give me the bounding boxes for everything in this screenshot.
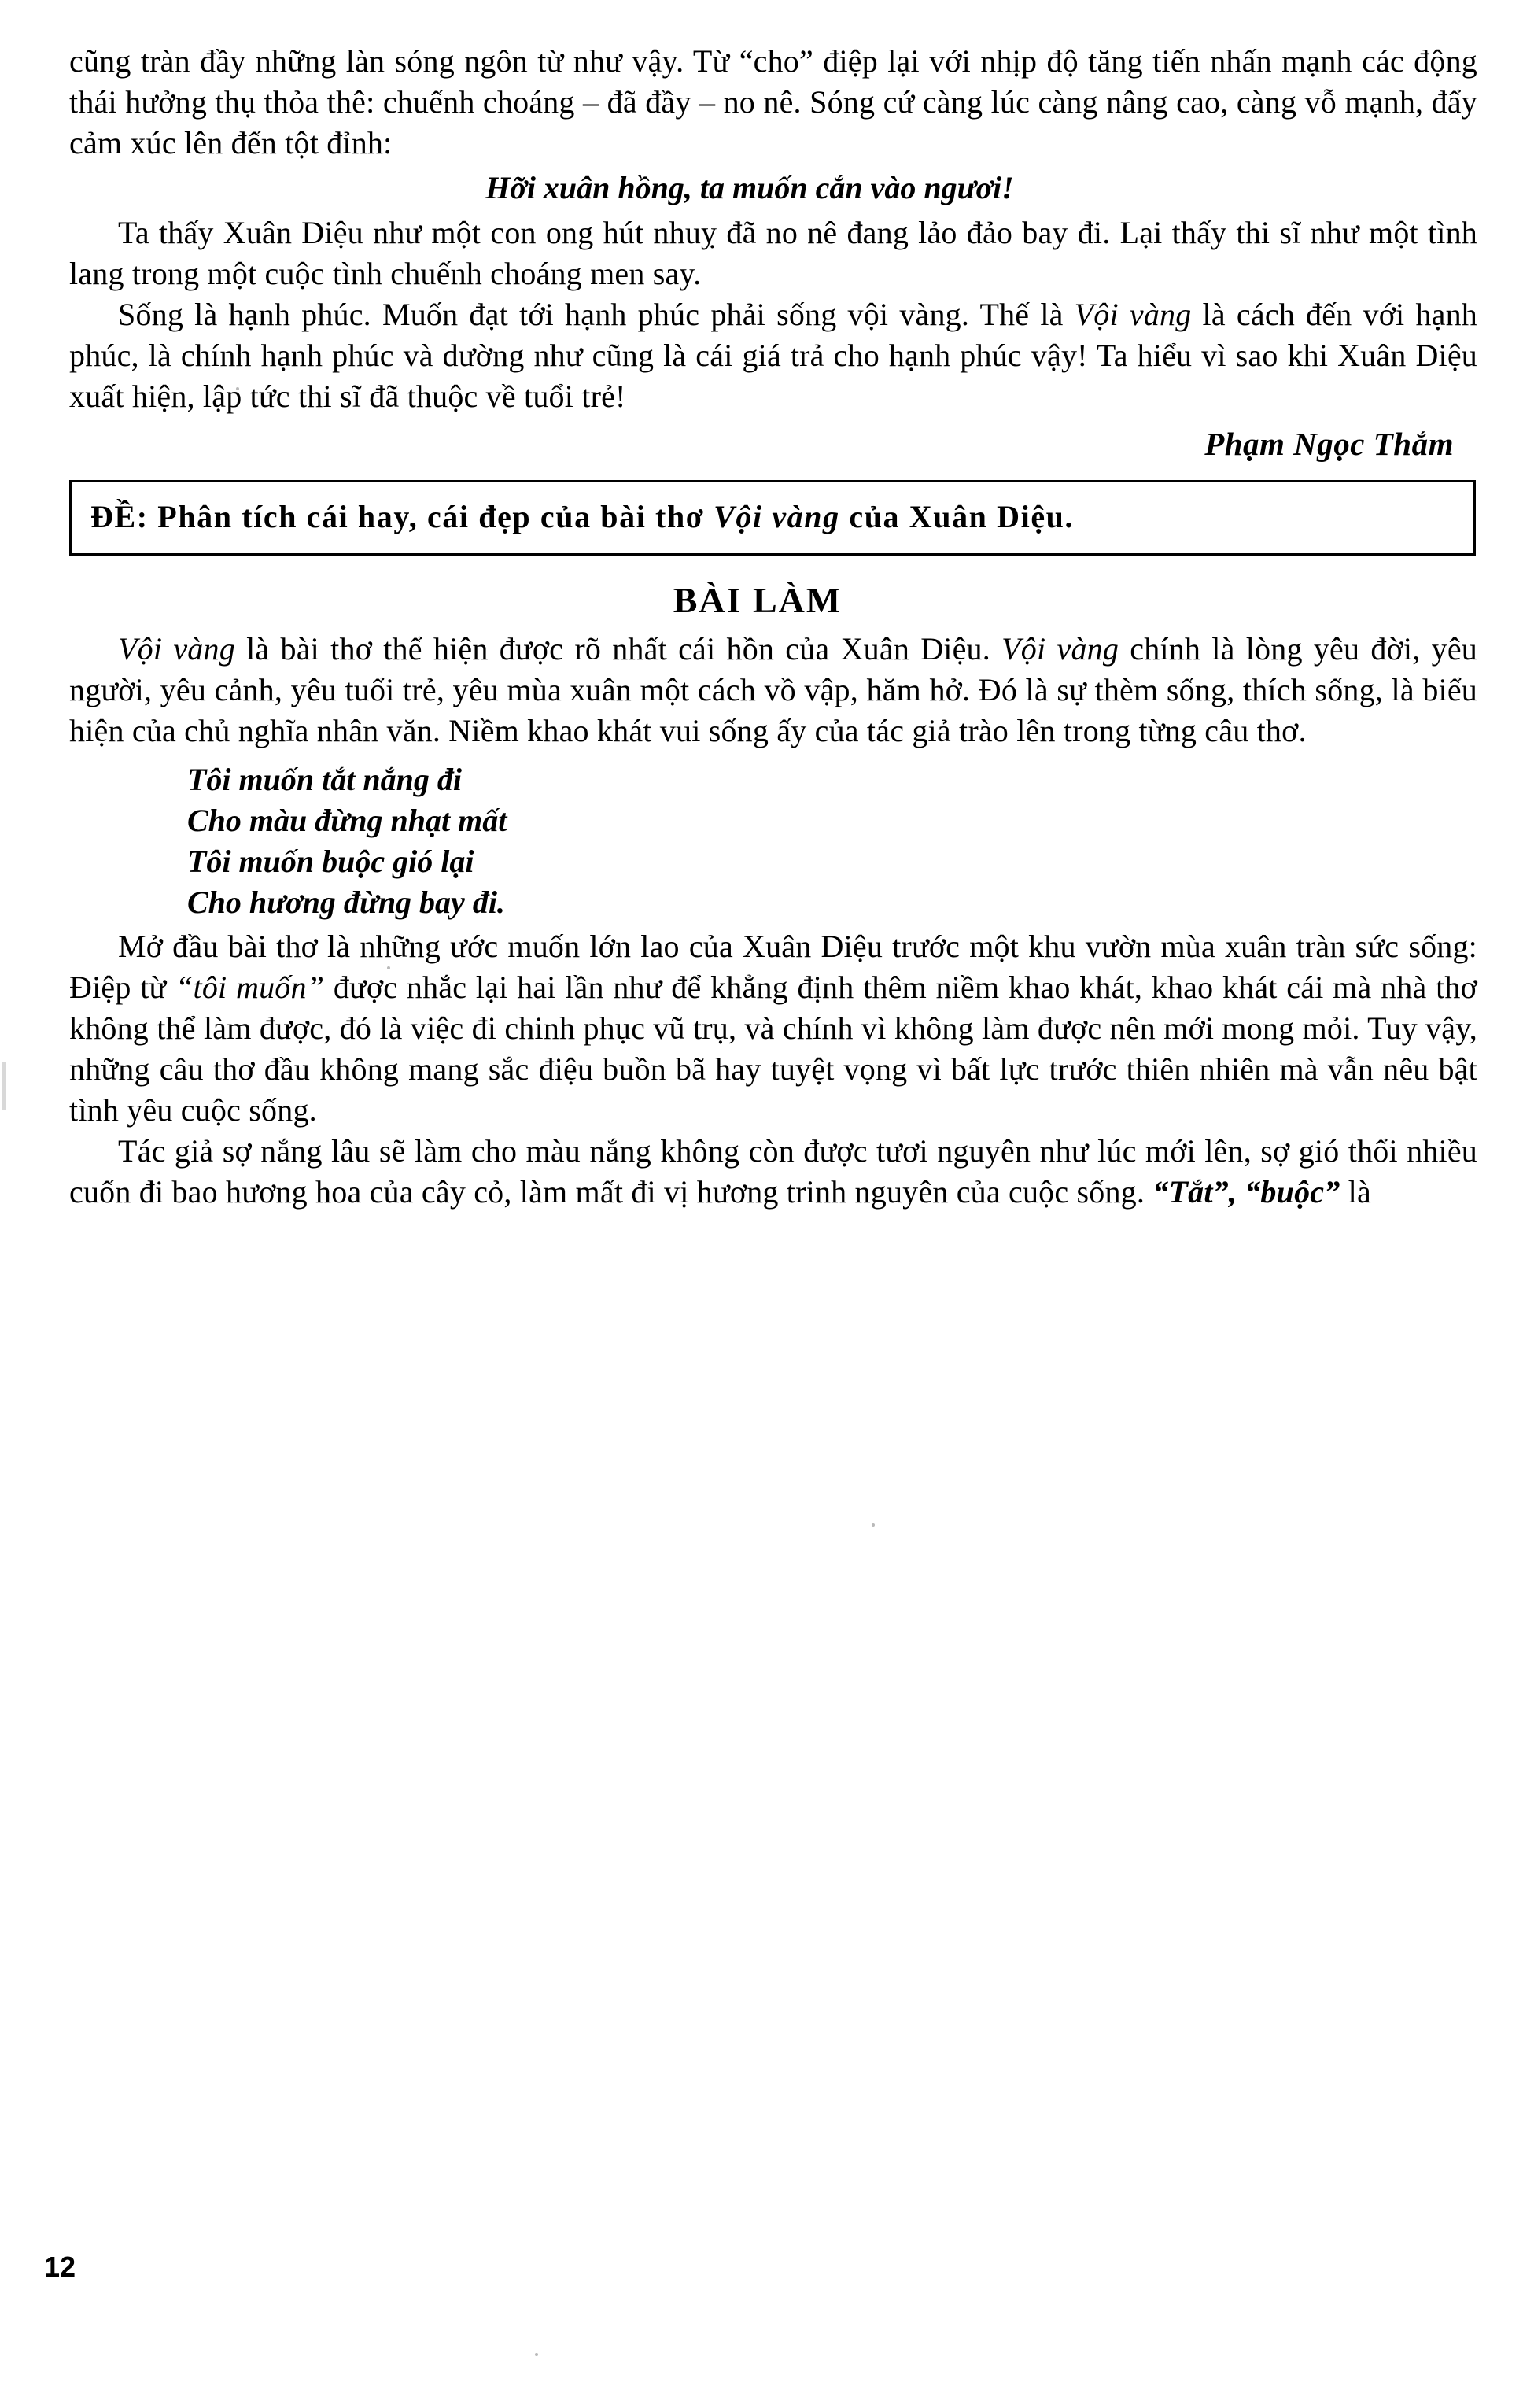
- section-heading-bai-lam: BÀI LÀM: [673, 580, 843, 621]
- text-run: chính là lòng yêu đời, yêu người, yêu cảnh, yêu tuổi trẻ, yêu mùa xuân một cách vồ vập, hăm hở. Đó là sự thèm sống, thích sống, là biểu hiện của chủ nghĩa nhân văn. Niềm khao khát vui sống ấy của tác giả trào lên trong từng câu thơ.: [69, 631, 1477, 749]
- title-voi-vang: Vội vàng: [714, 498, 840, 534]
- poem-line-4: Cho hương đừng bay đi.: [187, 885, 505, 921]
- text-run: Mở đầu bài thơ là những ước muốn lớn lao của Xuân Diệu trước một khu vườn mùa xuân tràn sức sống: Điệp từ: [69, 929, 1477, 1006]
- poem-line-1: Tôi muốn tắt nắng đi: [187, 762, 462, 798]
- paragraph-song-la-hanh-phuc: [69, 294, 1477, 417]
- title-voi-vang: Vội vàng: [1001, 631, 1119, 667]
- text-run: được nhắc lại hai lần như để khẳng định thêm niềm khao khát, khao khát cái mà nhà thơ không thể làm được, đó là việc đi chinh phục vũ trụ, và chính vì không làm được nên mới mong mỏi. Tuy vậy, những câu thơ đầu không mang sắc điệu buồn bã hay tuyệt vọng vì bất lực trước thiên nhiên mà vẫn nêu bật tình yêu cuộc sống.: [69, 969, 1477, 1128]
- text-run: của Xuân Diệu.: [839, 498, 1075, 534]
- text-run: là: [1340, 1174, 1371, 1210]
- title-voi-vang: Vội vàng: [1074, 296, 1192, 332]
- page-content: [69, 41, 1477, 1213]
- prompt-label: ĐỀ:: [90, 498, 149, 534]
- title-voi-vang: Vội vàng: [118, 631, 235, 667]
- text-run: Sống là hạnh phúc. Muốn đạt tới hạnh phúc phải sống vội vàng. Thế là: [118, 296, 1075, 332]
- scan-speck: [535, 2353, 538, 2356]
- author-signature: Phạm Ngọc Thắm: [1204, 425, 1454, 462]
- text-run: Phân tích cái hay, cái đẹp của bài thơ: [148, 498, 714, 534]
- essay-paragraph-3: [69, 1131, 1477, 1213]
- page-edge-artifact: [2, 1062, 6, 1110]
- poem-line-3: Tôi muốn buộc gió lại: [187, 844, 474, 880]
- text-run: là bài thơ thể hiện được rõ nhất cái hồn của Xuân Diệu.: [234, 631, 1002, 667]
- essay-paragraph-1: [69, 629, 1477, 752]
- quoted-phrase-toi-muon: “tôi muốn”: [175, 969, 325, 1006]
- text-run: Tác giả sợ nắng lâu sẽ làm cho màu nắng không còn được tươi nguyên như lúc mới lên, sợ gió thổi nhiều cuốn đi bao hương hoa của cây cỏ, làm mất đi vị hương trinh nguyên của cuộc sống.: [69, 1133, 1477, 1210]
- page-number: 12: [44, 2251, 76, 2283]
- essay-paragraph-2: [69, 926, 1477, 1131]
- prompt-box: [69, 480, 1476, 556]
- poem-line-2: Cho màu đừng nhạt mất: [187, 803, 507, 839]
- paragraph-continuation: cũng tràn đầy những làn sóng ngôn từ như vậy. Từ “cho” điệp lại với nhịp độ tăng tiến nhấn mạnh các động thái hưởng thụ thỏa thê: chuếnh choáng – đã đầy – no nê. Sóng cứ càng lúc càng nâng cao, càng vỗ mạnh, đẩy cảm xúc lên đến tột đỉnh:: [69, 43, 1477, 161]
- quoted-phrase-tat-buoc: “Tắt”, “buộc”: [1152, 1174, 1340, 1210]
- scan-speck: [872, 1523, 875, 1527]
- text-run: là cách đến với hạnh phúc, là chính hạnh phúc và dường như cũng là cái giá trả cho hạnh phúc vậy! Ta hiểu vì sao khi Xuân Diệu xuất hiện, lập tức thi sĩ đã thuộc về tuổi trẻ!: [69, 296, 1478, 414]
- prompt-text: [90, 497, 1455, 538]
- paragraph-xuan-dieu-ong: Ta thấy Xuân Diệu như một con ong hút nhuỵ đã no nê đang lảo đảo bay đi. Lại thấy thi sĩ như một tình lang trong một cuộc tình chuếnh choáng men say.: [69, 214, 1477, 291]
- quoted-verse-line: Hỡi xuân hồng, ta muốn cắn vào ngươi!: [485, 170, 1014, 205]
